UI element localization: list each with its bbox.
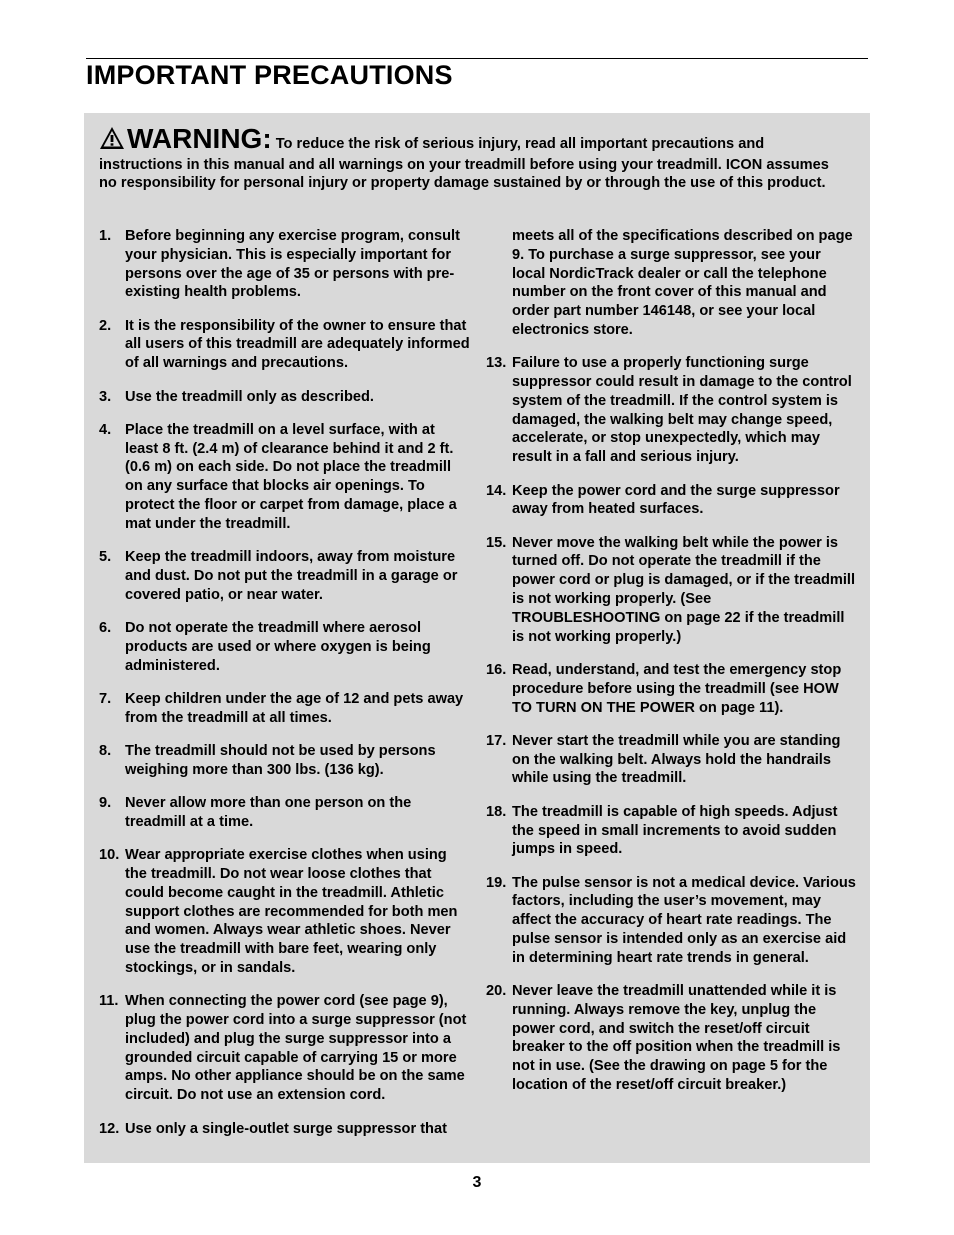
list-item: [486, 354, 856, 467]
list-item: [486, 732, 856, 788]
list-item-text: Keep children under the age of 12 and pets away from the treadmill at all times.: [125, 690, 464, 726]
list-item: [99, 421, 471, 534]
list-item-number: 8.: [99, 743, 112, 760]
list-item: [99, 548, 471, 604]
list-item: [99, 1120, 471, 1139]
list-item-text: Never leave the treadmill unattended while it is running. Always remove the key, unplug the power cord, and switch the reset/off circuit breaker to the off position when the treadmill is not in use. (See the drawing on page 5 for the location of the reset/off circuit breaker.): [512, 983, 841, 1094]
list-item-text: When connecting the power cord (see page 9), plug the power cord into a surge suppressor (not included) and plug the surge suppressor into a grounded circuit capable of carrying 15 or more amps. No other appliance should be on the same circuit. Do not use an extension cord.: [125, 993, 467, 1104]
list-item-number: 15.: [486, 534, 507, 551]
list-item-number: 17.: [486, 732, 507, 749]
list-item: [486, 482, 856, 520]
list-item-text: Before beginning any exercise program, consult your physician. This is especially important for persons over the age of 35 or persons with pre-existing health problems.: [125, 228, 460, 301]
list-item: [99, 317, 471, 373]
list-item: [99, 992, 471, 1105]
precautions-panel: [84, 113, 870, 1163]
list-item: [486, 534, 856, 647]
list-item-number: 6.: [99, 620, 112, 637]
list-item-text: Read, understand, and test the emergency stop procedure before using the treadmill (see HOW TO TURN ON THE POWER on page 11).: [512, 661, 842, 716]
list-item-number: 7.: [99, 690, 112, 707]
list-item-text: Place the treadmill on a level surface, with at least 8 ft. (2.4 m) of clearance behind it and 2 ft. (0.6 m) on each side. Do not place the treadmill on any surface that blocks air openings. To protect the floor or carpet from damage, place a mat under the treadmill.: [125, 421, 457, 532]
list-item: [486, 661, 856, 717]
warning-block: [99, 125, 839, 193]
list-item-number: 18.: [486, 803, 507, 820]
list-item-number: 16.: [486, 661, 507, 678]
right-column: [486, 227, 856, 1109]
list-item: [99, 227, 471, 302]
list-item-text: It is the responsibility of the owner to ensure that all users of this treadmill are adequately informed of all warnings and precautions.: [125, 317, 470, 372]
list-item-text: Do not operate the treadmill where aerosol products are used or where oxygen is being administered.: [125, 620, 431, 674]
warning-label: WARNING:: [127, 123, 272, 154]
list-item-text: Keep the power cord and the surge suppressor away from heated surfaces.: [512, 482, 840, 518]
list-item-text: Never allow more than one person on the treadmill at a time.: [125, 795, 412, 830]
list-item-text: The treadmill is capable of high speeds. Adjust the speed in small increments to avoid sudden jumps in speed.: [512, 803, 838, 858]
list-item: [486, 982, 856, 1095]
page-title: IMPORTANT PRECAUTIONS: [86, 60, 453, 90]
list-item: [99, 690, 471, 728]
list-item-number: 20.: [486, 983, 507, 1000]
list-item-number: 9.: [99, 795, 112, 812]
warning-triangle-icon: [99, 126, 125, 156]
list-item-number: 1.: [99, 228, 112, 244]
list-item: [99, 794, 471, 832]
list-item-number: 12.: [99, 1120, 120, 1137]
warning-text: To reduce the risk of serious injury, read all important precautions and instructions in this manual and all warnings on your treadmill before using your treadmill. ICON assumes no responsibility for personal injury or property damage sustained by or through the use of this product.: [99, 136, 829, 191]
list-item-text: The pulse sensor is not a medical device. Various factors, including the user’s movement, may affect the accuracy of heart rate readings. The pulse sensor is intended only as an exercise aid in determining heart rate trends in general.: [512, 874, 856, 966]
list-item-number: 2.: [99, 317, 112, 334]
list-item: [99, 742, 471, 780]
list-item-12-continued: meets all of the specifications described on page 9. To purchase a surge suppressor, see your local NordicTrack dealer or call the telephone number on the front cover of this manual and order part number 146148, or see your local electronics store.: [512, 228, 853, 338]
left-column: [99, 227, 471, 1153]
list-item-number: 10.: [99, 847, 120, 864]
list-item: [486, 803, 856, 859]
list-item-text: Failure to use a properly functioning surge suppressor could result in damage to the control system of the treadmill. If the control system is damaged, the walking belt may change speed, accelerate, or stop unexpectedly, which may result in a fall and serious injury.: [512, 355, 852, 466]
list-item-number: 5.: [99, 549, 112, 566]
list-item-number: 19.: [486, 874, 507, 891]
list-item-number: 13.: [486, 355, 507, 372]
list-item-text: Keep the treadmill indoors, away from moisture and dust. Do not put the treadmill in a garage or covered patio, or near water.: [125, 549, 458, 603]
list-item-text: Use only a single-outlet surge suppressor that: [125, 1120, 447, 1137]
header-rule: [86, 58, 868, 59]
list-item: [99, 846, 471, 978]
list-item: [99, 619, 471, 675]
list-item-number: 14.: [486, 482, 507, 499]
list-item-text: Never move the walking belt while the power is turned off. Do not operate the treadmill if the power cord or plug is damaged, or if the treadmill is not working properly. (See TROUBLESHOOTING on page 22 if the treadmill is not working properly.): [512, 534, 856, 645]
list-item: [99, 388, 471, 407]
page-number: 3: [472, 1174, 482, 1191]
list-item-number: 3.: [99, 388, 112, 405]
list-item-text: Never start the treadmill while you are standing on the walking belt. Always hold the handrails while using the treadmill.: [512, 732, 841, 787]
list-item-number: 11.: [99, 993, 119, 1010]
list-item-number: 4.: [99, 421, 112, 438]
list-item: [486, 874, 856, 968]
list-item-text: The treadmill should not be used by persons weighing more than 300 lbs. (136 kg).: [125, 743, 436, 778]
list-item-text: Use the treadmill only as described.: [125, 388, 374, 405]
list-item-text: Wear appropriate exercise clothes when using the treadmill. Do not wear loose clothes that could become caught in the treadmill. Athletic support clothes are recommended for both men and women. Always wear athletic shoes. Never use the treadmill with bare feet, wearing only stockings, or in sandals.: [125, 847, 458, 976]
